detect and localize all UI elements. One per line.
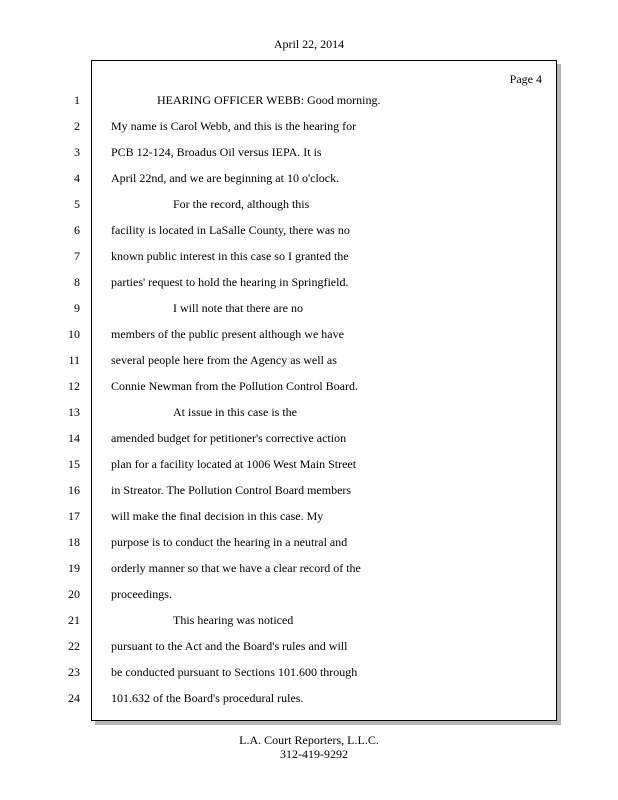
- line-text: My name is Carol Webb, and this is the hearing for: [111, 119, 357, 133]
- transcript-line: [0, 92, 618, 108]
- line-text: Connie Newman from the Pollution Control Board.: [111, 379, 358, 393]
- line-number: 15: [68, 457, 80, 471]
- line-text: April 22nd, and we are beginning at 10 o'clock.: [111, 171, 340, 185]
- transcript-line: [0, 560, 618, 576]
- transcript-line: [0, 482, 618, 498]
- line-text: will make the final decision in this case. My: [111, 509, 324, 523]
- line-text: pursuant to the Act and the Board's rules and will: [111, 639, 348, 653]
- line-text: At issue in this case is the: [173, 405, 297, 419]
- line-text: purpose is to conduct the hearing in a neutral and: [111, 535, 348, 549]
- line-number: 9: [74, 301, 80, 315]
- line-number: 20: [68, 587, 80, 601]
- transcript-line: [0, 404, 618, 420]
- line-number: 11: [68, 353, 80, 367]
- line-number: 22: [68, 639, 80, 653]
- transcript-line: [0, 352, 618, 368]
- line-number: 13: [68, 405, 80, 419]
- transcript-line: [0, 196, 618, 212]
- line-text: amended budget for petitioner's corrective action: [111, 431, 347, 445]
- line-number: 6: [74, 223, 80, 237]
- transcript-line: [0, 300, 618, 316]
- line-number: 1: [74, 93, 80, 107]
- line-number: 14: [68, 431, 80, 445]
- line-text: For the record, although this: [173, 197, 310, 211]
- line-number: 8: [74, 275, 80, 289]
- line-text: be conducted pursuant to Sections 101.600 through: [111, 665, 358, 679]
- reporter-phone: 312-419-9292: [280, 747, 348, 761]
- line-text: in Streator. The Pollution Control Board members: [111, 483, 352, 497]
- line-number: 21: [68, 613, 80, 627]
- line-text: plan for a facility located at 1006 West Main Street: [111, 457, 357, 471]
- line-number: 5: [74, 197, 80, 211]
- line-text: This hearing was noticed: [173, 613, 294, 627]
- transcript-line: [0, 508, 618, 524]
- line-text: HEARING OFFICER WEBB: Good morning.: [157, 93, 381, 107]
- transcript-line: [0, 586, 618, 602]
- line-number: 7: [74, 249, 80, 263]
- transcript-line: [0, 612, 618, 628]
- line-number: 10: [68, 327, 80, 341]
- transcript-line: [0, 378, 618, 394]
- transcript-line: [0, 326, 618, 342]
- reporter-company: L.A. Court Reporters, L.L.C.: [239, 733, 379, 747]
- transcript-line: [0, 118, 618, 134]
- line-number: 17: [68, 509, 80, 523]
- line-number: 2: [74, 119, 80, 133]
- line-text: orderly manner so that we have a clear record of the: [111, 561, 361, 575]
- transcript-line: [0, 534, 618, 550]
- line-text: known public interest in this case so I granted the: [111, 249, 349, 263]
- line-text: 101.632 of the Board's procedural rules.: [111, 691, 304, 705]
- page-number: Page 4: [509, 72, 542, 86]
- line-text: PCB 12-124, Broadus Oil versus IEPA. It is: [111, 145, 322, 159]
- line-text: proceedings.: [111, 587, 172, 601]
- line-number: 3: [74, 145, 80, 159]
- line-text: I will note that there are no: [173, 301, 303, 315]
- line-text: parties' request to hold the hearing in Springfield.: [111, 275, 349, 289]
- line-number: 18: [68, 535, 80, 549]
- line-number: 12: [68, 379, 80, 393]
- line-number: 23: [68, 665, 80, 679]
- line-text: several people here from the Agency as well as: [111, 353, 337, 367]
- line-number: 24: [68, 691, 80, 705]
- transcript-line: [0, 144, 618, 160]
- line-number: 4: [74, 171, 80, 185]
- line-text: facility is located in LaSalle County, there was no: [111, 223, 350, 237]
- transcript-line: [0, 456, 618, 472]
- transcript-line: [0, 430, 618, 446]
- transcript-line: [0, 638, 618, 654]
- transcript-line: [0, 274, 618, 290]
- line-number: 19: [68, 561, 80, 575]
- transcript-line: [0, 664, 618, 680]
- transcript-line: [0, 248, 618, 264]
- transcript-line: [0, 170, 618, 186]
- transcript-line: [0, 690, 618, 706]
- line-number: 16: [68, 483, 80, 497]
- line-text: members of the public present although we have: [111, 327, 344, 341]
- document-date: April 22, 2014: [273, 37, 345, 51]
- transcript-line: [0, 222, 618, 238]
